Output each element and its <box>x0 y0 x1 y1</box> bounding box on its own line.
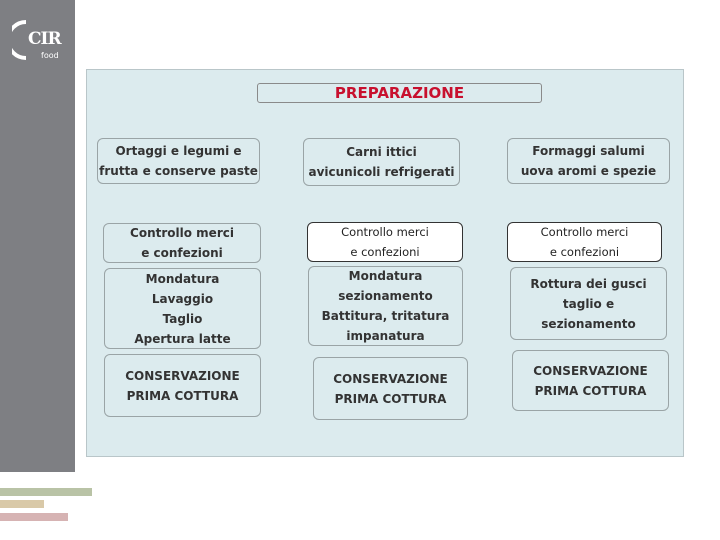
box-line: Apertura latte <box>134 331 231 346</box>
box-line: Mondatura <box>348 269 423 283</box>
box-line: Controllo merci <box>341 225 429 239</box>
logo-mark: CIR <box>28 29 61 49</box>
box-line: Mondatura <box>145 271 220 286</box>
box-line: sezionamento <box>338 289 433 303</box>
box-line: Lavaggio <box>151 291 214 306</box>
storage-box-3 <box>512 350 669 411</box>
box-line: CONSERVAZIONE <box>125 368 240 383</box>
box-line: CONSERVAZIONE <box>533 363 648 378</box>
box-line: avicunicoli refrigerati <box>308 165 455 179</box>
storage-box-1 <box>104 354 261 417</box>
box-line: sezionamento <box>541 316 636 331</box>
box-line: Carni ittici <box>346 145 417 159</box>
box-line: Formaggi salumi <box>532 144 645 158</box>
box-line: Ortaggi e legumi e <box>115 144 242 158</box>
box-line: Controllo merci <box>540 225 629 239</box>
stripe-green <box>0 488 92 496</box>
processing-box-3 <box>510 267 667 340</box>
box-line: uova aromi e spezie <box>520 164 657 178</box>
box-line: e confezioni <box>141 246 223 260</box>
sidebar <box>0 0 75 472</box>
box-line: Controllo merci <box>130 226 234 240</box>
cir-food-logo <box>12 18 68 62</box>
control-box-1 <box>103 223 261 263</box>
processing-box-1 <box>104 268 261 349</box>
category-box-2 <box>303 138 460 186</box>
box-line: PRIMA COTTURA <box>334 391 447 406</box>
box-line: e confezioni <box>549 245 620 259</box>
diagram-title: PREPARAZIONE <box>334 84 465 102</box>
stripe-tan <box>0 500 44 508</box>
box-line: PRIMA COTTURA <box>534 383 647 398</box>
processing-box-2 <box>308 266 463 346</box>
box-line: PRIMA COTTURA <box>126 388 239 403</box>
category-box-1 <box>97 138 260 184</box>
control-box-3 <box>507 222 662 262</box>
box-line: taglio e <box>562 296 615 311</box>
control-box-2 <box>307 222 463 262</box>
box-line: Taglio <box>162 311 203 326</box>
logo-sub: food <box>41 51 59 60</box>
box-line: CONSERVAZIONE <box>333 371 448 386</box>
category-box-3 <box>507 138 670 184</box>
box-line: impanatura <box>346 329 425 343</box>
storage-box-2 <box>313 357 468 420</box>
box-line: frutta e conserve paste <box>99 164 258 178</box>
stripe-rose <box>0 513 68 521</box>
box-line: Rottura dei gusci <box>530 276 647 291</box>
box-line: Battitura, tritatura <box>321 309 450 323</box>
box-line: e confezioni <box>350 245 420 259</box>
